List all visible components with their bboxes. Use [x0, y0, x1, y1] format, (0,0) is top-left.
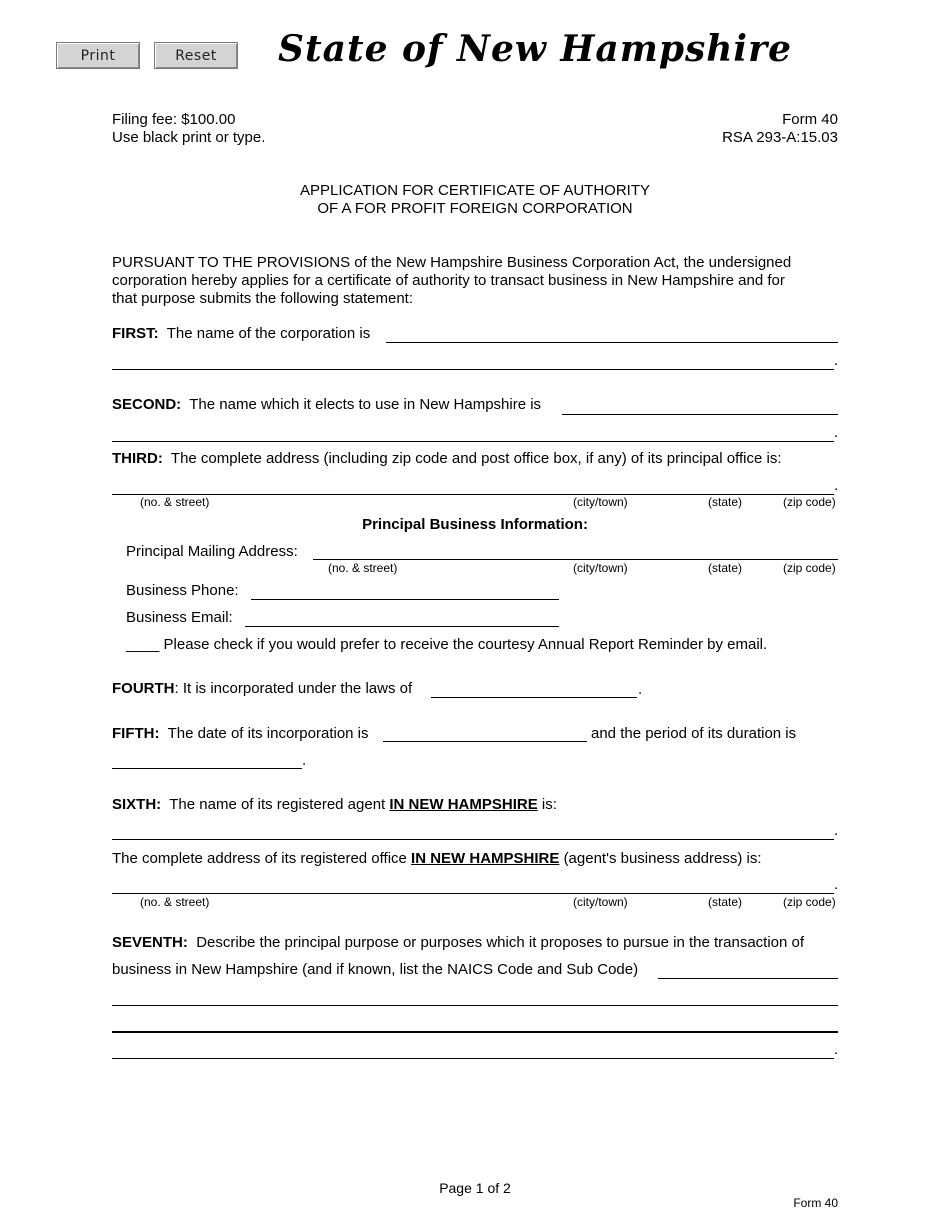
- seventh-label: SEVENTH:: [112, 934, 188, 951]
- second-label: SECOND:: [112, 396, 182, 413]
- seventh-text2: business in New Hampshire (and if known, list the NAICS Code and Sub Code): [112, 961, 639, 978]
- incorporation-jurisdiction-input[interactable]: [431, 679, 637, 698]
- intro-line1: PURSUANT TO THE PROVISIONS of the New Hampshire Business Corporation Act, the undersigned: [112, 254, 792, 271]
- email-reminder-text: Please check if you would prefer to receive the courtesy Annual Report Reminder by email.: [163, 636, 768, 653]
- registered-office-address-input[interactable]: [112, 875, 834, 894]
- email-reminder-checkbox[interactable]: [126, 636, 767, 653]
- principal-info-heading: Principal Business Information:: [362, 516, 588, 533]
- business-phone-input[interactable]: [251, 581, 559, 600]
- mailing-address-input[interactable]: [313, 541, 838, 560]
- registered-office-section: [112, 850, 762, 867]
- business-phone-label: Business Phone:: [126, 582, 239, 599]
- first-text: The name of the corporation is: [166, 325, 371, 342]
- street-caption: (no. & street): [140, 495, 210, 509]
- corporation-name-input-2[interactable]: [112, 351, 834, 370]
- business-email-input[interactable]: [245, 608, 559, 627]
- fourth-label: FOURTH: [112, 680, 175, 697]
- mailing-address-label: Principal Mailing Address:: [126, 543, 298, 560]
- third-text: The complete address (including zip code and post office box, if any) of its principal office is:: [170, 450, 782, 467]
- nh-name-input[interactable]: [562, 396, 838, 415]
- sixth-section: [112, 796, 557, 813]
- registered-office-text: The complete address of its registered office: [112, 850, 407, 867]
- print-button[interactable]: Print: [56, 42, 140, 69]
- zip-caption: (zip code): [783, 895, 836, 909]
- period-mark: .: [834, 424, 839, 441]
- page-number: Page 1 of 2: [439, 1180, 511, 1196]
- sixth-label: SIXTH:: [112, 796, 162, 813]
- fourth-section: [112, 680, 412, 697]
- nh-emphasis: IN NEW HAMPSHIRE: [389, 796, 538, 813]
- first-label: FIRST:: [112, 325, 159, 342]
- period-mark: .: [834, 352, 839, 369]
- fifth-text: The date of its incorporation is: [167, 725, 369, 742]
- corporation-name-input[interactable]: [386, 324, 838, 343]
- nh-emphasis: IN NEW HAMPSHIRE: [411, 850, 560, 867]
- duration-text: and the period of its duration is: [591, 725, 797, 742]
- seventh-text1: Describe the principal purpose or purposes which it proposes to pursue in the transaction of: [196, 934, 805, 951]
- fifth-section: [112, 725, 369, 742]
- doc-title-line2: OF A FOR PROFIT FOREIGN CORPORATION: [317, 200, 633, 217]
- business-email-label: Business Email:: [126, 609, 233, 626]
- state-title: State of New Hampshire: [278, 28, 792, 70]
- street-caption: (no. & street): [140, 895, 210, 909]
- filing-fee: Filing fee: $100.00: [112, 111, 236, 128]
- period-mark: .: [834, 477, 839, 494]
- nh-name-input-2[interactable]: [112, 423, 834, 442]
- checkbox-blank[interactable]: ____: [126, 636, 160, 653]
- city-caption: (city/town): [573, 561, 628, 575]
- second-section: [112, 396, 541, 413]
- seventh-section: [112, 934, 804, 951]
- period-mark: .: [302, 752, 307, 769]
- fourth-text: : It is incorporated under the laws of: [174, 680, 413, 697]
- black-print-note: Use black print or type.: [112, 129, 266, 146]
- reset-button[interactable]: Reset: [154, 42, 238, 69]
- registered-office-tail: (agent's business address) is:: [563, 850, 762, 867]
- doc-title-line1: APPLICATION FOR CERTIFICATE OF AUTHORITY: [299, 182, 651, 199]
- footer-form-number: Form 40: [793, 1196, 838, 1210]
- registered-agent-input[interactable]: [112, 821, 834, 840]
- purpose-input-2[interactable]: [112, 987, 838, 1006]
- sixth-text: The name of its registered agent: [169, 796, 386, 813]
- fifth-label: FIFTH:: [112, 725, 160, 742]
- second-text: The name which it elects to use in New Hampshire is: [189, 396, 542, 413]
- sixth-tail: is:: [541, 796, 557, 813]
- state-caption: (state): [708, 895, 743, 909]
- street-caption: (no. & street): [328, 561, 398, 575]
- first-section: [112, 325, 370, 342]
- period-mark: .: [834, 876, 839, 893]
- rsa-reference: RSA 293-A:15.03: [722, 129, 838, 146]
- period-mark: .: [834, 822, 839, 839]
- duration-input[interactable]: [112, 750, 302, 769]
- city-caption: (city/town): [573, 895, 628, 909]
- purpose-input-4[interactable]: [112, 1040, 834, 1059]
- intro-line2: corporation hereby applies for a certificate of authority to transact business in New Hampshire and for: [112, 272, 785, 289]
- third-section: [112, 450, 782, 467]
- zip-caption: (zip code): [783, 495, 836, 509]
- purpose-input-3[interactable]: [112, 1013, 838, 1033]
- city-caption: (city/town): [573, 495, 628, 509]
- period-mark: .: [834, 1041, 839, 1058]
- intro-line3: that purpose submits the following statement:: [112, 290, 413, 307]
- incorporation-date-input[interactable]: [383, 723, 587, 742]
- state-caption: (state): [708, 561, 743, 575]
- period-mark: .: [638, 681, 643, 698]
- form-number: Form 40: [782, 111, 838, 128]
- state-caption: (state): [708, 495, 743, 509]
- third-label: THIRD:: [112, 450, 163, 467]
- zip-caption: (zip code): [783, 561, 836, 575]
- purpose-input[interactable]: [658, 960, 838, 979]
- principal-office-address-input[interactable]: [112, 476, 834, 495]
